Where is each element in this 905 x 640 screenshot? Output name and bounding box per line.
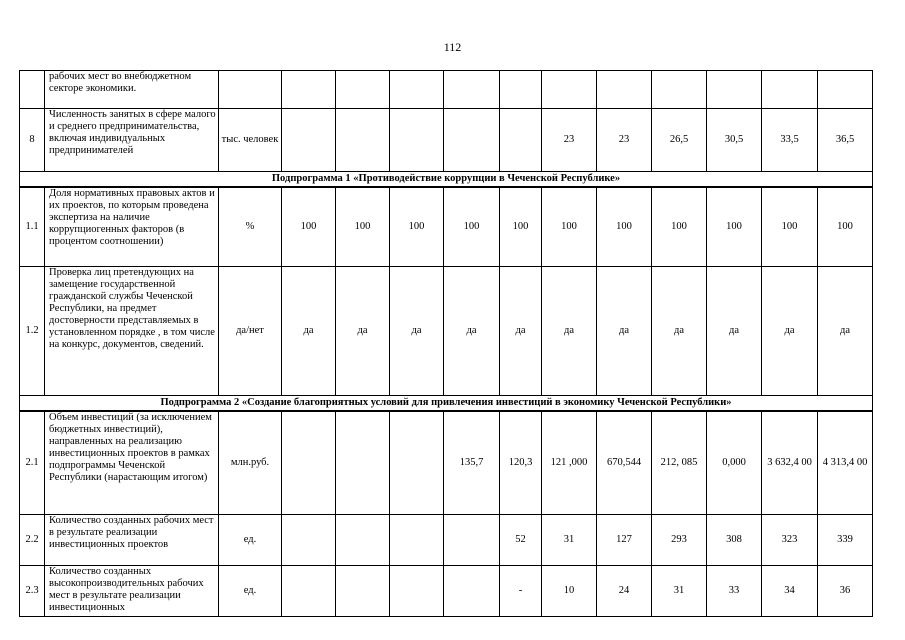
- value-cell: [336, 71, 390, 109]
- row-number: 1.1: [20, 187, 45, 267]
- value-cell: 36,5: [818, 109, 873, 172]
- value-cell: 100: [597, 187, 652, 267]
- value-cell: 135,7: [444, 411, 500, 515]
- value-cell: 100: [500, 187, 542, 267]
- unit-cell: ед.: [219, 515, 282, 566]
- value-cell: 23: [597, 109, 652, 172]
- value-cell: да: [282, 267, 336, 396]
- unit-cell: ед.: [219, 566, 282, 617]
- indicators-table: [19, 70, 873, 617]
- value-cell: 120,3: [500, 411, 542, 515]
- value-cell: да: [652, 267, 707, 396]
- value-cell: да: [542, 267, 597, 396]
- value-cell: [444, 515, 500, 566]
- indicator-name: Численность занятых в сфере малого и среднего предпринимательства, включая индивидуальных предпринимателей: [45, 109, 219, 172]
- value-cell: да: [390, 267, 444, 396]
- table-row: [20, 109, 873, 172]
- value-cell: [444, 71, 500, 109]
- value-cell: да: [597, 267, 652, 396]
- value-cell: 670,544: [597, 411, 652, 515]
- value-cell: 31: [542, 515, 597, 566]
- value-cell: [282, 109, 336, 172]
- page-number: 112: [443, 40, 462, 54]
- row-number: 8: [20, 109, 45, 172]
- value-cell: 4 313,4 00: [818, 411, 873, 515]
- unit-cell: млн.руб.: [219, 411, 282, 515]
- table-row: [20, 187, 873, 267]
- value-cell: 100: [542, 187, 597, 267]
- value-cell: да: [444, 267, 500, 396]
- value-cell: [652, 71, 707, 109]
- value-cell: 339: [818, 515, 873, 566]
- value-cell: [444, 566, 500, 617]
- value-cell: 100: [707, 187, 762, 267]
- subprogram-header-row: [20, 396, 873, 412]
- unit-cell: да/нет: [219, 267, 282, 396]
- value-cell: 100: [818, 187, 873, 267]
- value-cell: 100: [652, 187, 707, 267]
- value-cell: [762, 71, 818, 109]
- value-cell: 30,5: [707, 109, 762, 172]
- value-cell: [818, 71, 873, 109]
- indicator-name: Доля нормативных правовых актов и их проектов, по которым проведена экспертиза на наличие коррупциогенных факторов (в процентом соотношении): [45, 187, 219, 267]
- indicator-name: Количество созданных рабочих мест в результате реализации инвестиционных проектов: [45, 515, 219, 566]
- table-row: [20, 71, 873, 109]
- value-cell: 308: [707, 515, 762, 566]
- value-cell: [282, 71, 336, 109]
- value-cell: 31: [652, 566, 707, 617]
- value-cell: [390, 411, 444, 515]
- value-cell: 100: [444, 187, 500, 267]
- value-cell: [390, 109, 444, 172]
- value-cell: [282, 515, 336, 566]
- value-cell: [390, 566, 444, 617]
- unit-cell: тыс. человек: [219, 109, 282, 172]
- subprogram-header-row: [20, 172, 873, 188]
- value-cell: [282, 411, 336, 515]
- value-cell: [500, 109, 542, 172]
- value-cell: да: [818, 267, 873, 396]
- value-cell: [336, 109, 390, 172]
- row-number: 2.2: [20, 515, 45, 566]
- value-cell: да: [762, 267, 818, 396]
- value-cell: 100: [762, 187, 818, 267]
- indicator-name: Количество созданных высокопроизводительных рабочих мест в результате реализации инвестиционных: [45, 566, 219, 617]
- unit-cell: %: [219, 187, 282, 267]
- value-cell: 33,5: [762, 109, 818, 172]
- value-cell: 100: [336, 187, 390, 267]
- value-cell: 323: [762, 515, 818, 566]
- subprogram-title: Подпрограмма 1 «Противодействие коррупции в Чеченской Республике»: [20, 172, 873, 188]
- value-cell: 10: [542, 566, 597, 617]
- value-cell: 36: [818, 566, 873, 617]
- value-cell: 0,000: [707, 411, 762, 515]
- value-cell: [707, 71, 762, 109]
- table-row: [20, 566, 873, 617]
- value-cell: 100: [390, 187, 444, 267]
- subprogram-title: Подпрограмма 2 «Создание благоприятных условий для привлечения инвестиций в экономику Чеченской Республики»: [20, 396, 873, 412]
- row-number: 2.1: [20, 411, 45, 515]
- value-cell: 52: [500, 515, 542, 566]
- indicator-name: рабочих мест во внебюджетном секторе экономики.: [45, 71, 219, 109]
- value-cell: да: [336, 267, 390, 396]
- value-cell: 26,5: [652, 109, 707, 172]
- value-cell: [444, 109, 500, 172]
- value-cell: [390, 515, 444, 566]
- value-cell: да: [500, 267, 542, 396]
- row-number: 1.2: [20, 267, 45, 396]
- value-cell: 24: [597, 566, 652, 617]
- value-cell: 23: [542, 109, 597, 172]
- value-cell: 3 632,4 00: [762, 411, 818, 515]
- row-number: 2.3: [20, 566, 45, 617]
- value-cell: 127: [597, 515, 652, 566]
- table-row: [20, 515, 873, 566]
- value-cell: 34: [762, 566, 818, 617]
- value-cell: [282, 566, 336, 617]
- value-cell: [597, 71, 652, 109]
- value-cell: 212, 085: [652, 411, 707, 515]
- unit-cell: [219, 71, 282, 109]
- table-row: [20, 411, 873, 515]
- row-number: [20, 71, 45, 109]
- value-cell: 100: [282, 187, 336, 267]
- value-cell: 33: [707, 566, 762, 617]
- value-cell: 121 ,000: [542, 411, 597, 515]
- value-cell: -: [500, 566, 542, 617]
- value-cell: 293: [652, 515, 707, 566]
- value-cell: [336, 515, 390, 566]
- value-cell: [542, 71, 597, 109]
- value-cell: [390, 71, 444, 109]
- indicator-name: Проверка лиц претендующих на замещение государственной гражданской службы Чеченской Республики, на предмет достоверности представляемых в установленном порядке , в том числе на конкурс, документов, сведений.: [45, 267, 219, 396]
- value-cell: да: [707, 267, 762, 396]
- indicator-name: Объем инвестиций (за исключением бюджетных инвестиций), направленных на реализацию инвестиционных проектов в рамках подпрограммы Чеченской Республики (нарастающим итогом): [45, 411, 219, 515]
- value-cell: [336, 411, 390, 515]
- table-row: [20, 267, 873, 396]
- value-cell: [336, 566, 390, 617]
- value-cell: [500, 71, 542, 109]
